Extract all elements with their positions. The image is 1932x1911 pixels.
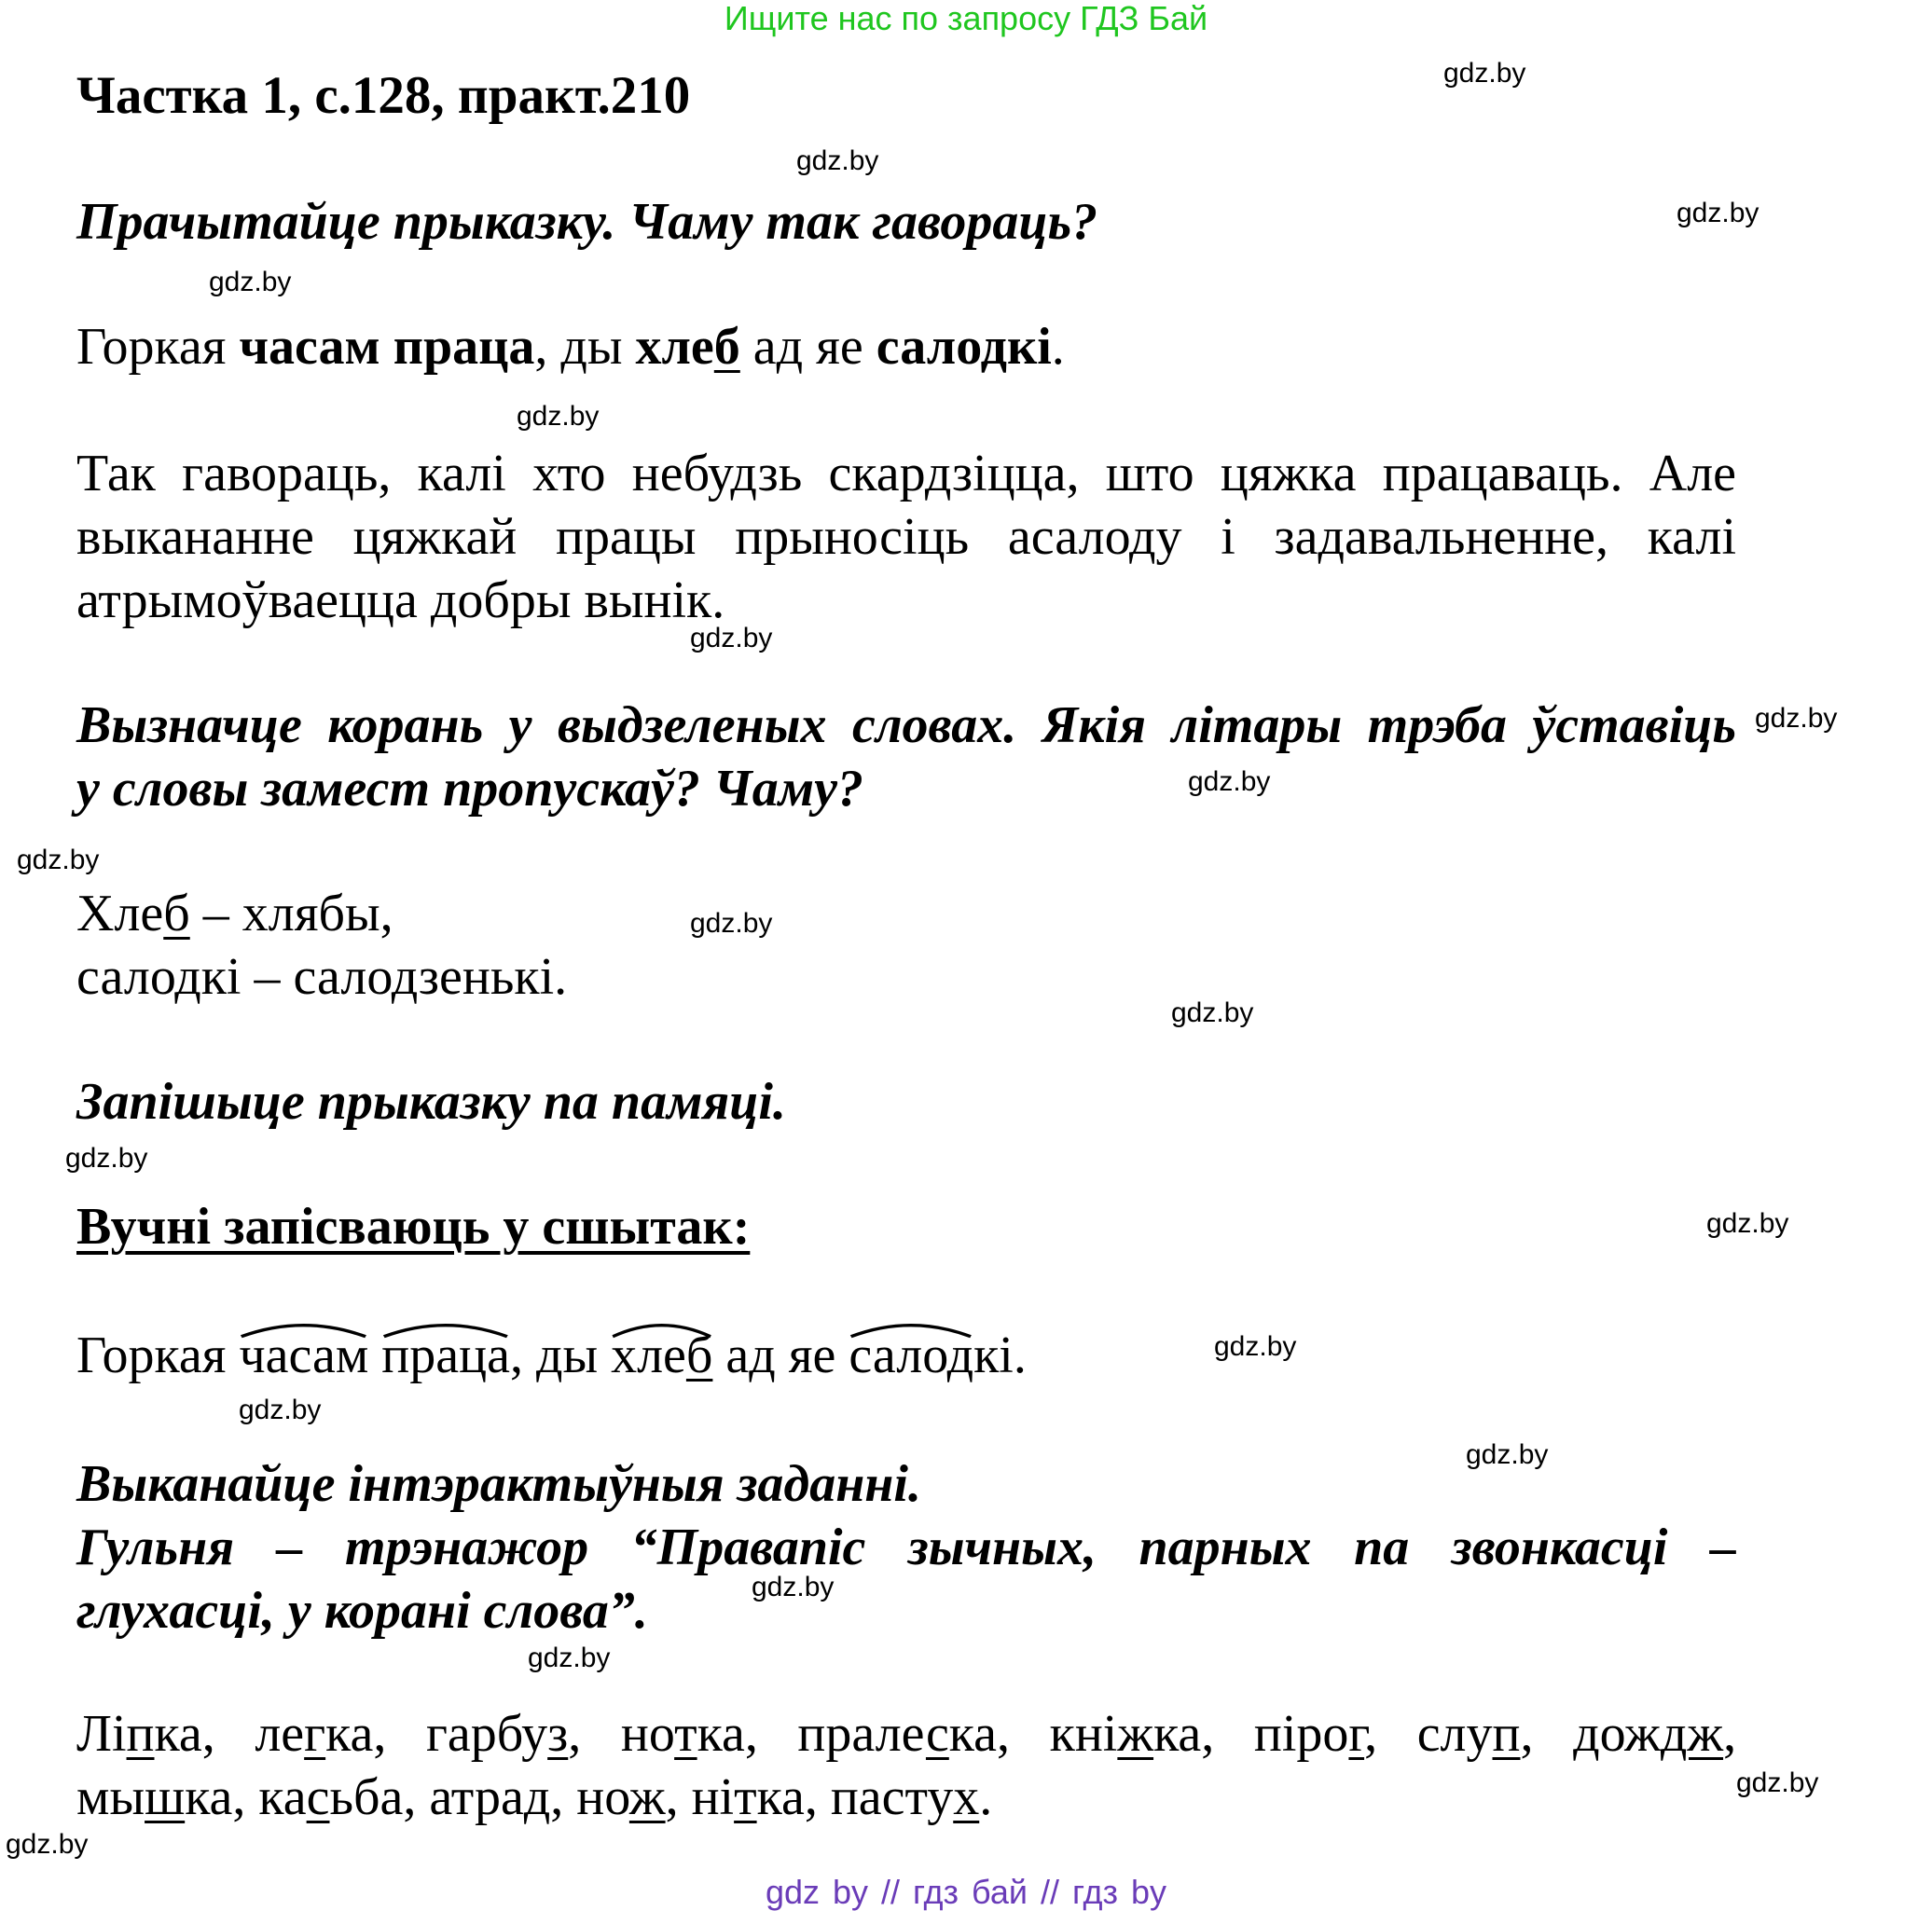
proverb-word: хле (611, 1327, 686, 1384)
word-punct: , (373, 1705, 426, 1763)
proverb-word: сало (876, 318, 981, 376)
root-line (76, 945, 1736, 1009)
proverb-word: Горкая (76, 318, 240, 376)
proverb-word: ад яе (739, 318, 876, 376)
explanation-paragraph (76, 442, 1736, 632)
proverb-word: праца (381, 1327, 510, 1384)
underlined-letter: б (713, 318, 740, 376)
word-item (621, 1705, 798, 1763)
word-part: атра (429, 1768, 524, 1826)
watermark: gdz.by (528, 1643, 611, 1673)
proverb-with-roots (76, 1324, 1736, 1387)
word-list (76, 1702, 1736, 1829)
root-text: – хлябы, (189, 885, 393, 942)
root-text: сало (76, 948, 175, 1006)
proverb-word: . (1051, 318, 1065, 376)
word-item (258, 1768, 429, 1826)
proverb-word: хле (635, 318, 714, 376)
proverb-bold-word (876, 318, 1052, 376)
word-part: но (620, 1705, 675, 1763)
watermark: gdz.by (1171, 997, 1254, 1028)
word-item (76, 1768, 258, 1826)
proverb-word: сало (849, 1327, 947, 1384)
underlined-letter: ш (145, 1768, 186, 1826)
underlined-letter: б (685, 1327, 713, 1384)
roots-block (76, 882, 1736, 1009)
task-line[interactable]: Гульня – трэнажор “Правапіс зычных, парных па звонкасці – (76, 1519, 1736, 1576)
proverb-bold-word (636, 318, 740, 376)
task-line[interactable]: глухасці, у корані слова”. (76, 1582, 648, 1640)
root-arc-icon (611, 1318, 712, 1339)
word-list-line (76, 1702, 1736, 1766)
watermark: gdz.by (239, 1395, 322, 1425)
word-part: слу (1416, 1705, 1493, 1763)
word-item (797, 1705, 1049, 1763)
word-punct: , (665, 1768, 692, 1826)
underlined-letter: д (980, 318, 1007, 376)
task-instruction-3: Запішыце прыказку па памяці. (76, 1073, 786, 1131)
page-title: Частка 1, с.128, практ.210 (76, 66, 691, 125)
root-arc-icon (381, 1318, 510, 1339)
proverb-line (76, 315, 1736, 378)
proverb-word: , ды (509, 1327, 612, 1384)
word-item (1573, 1705, 1736, 1763)
task-line[interactable]: Выканайце інтэрактыўныя заданні. (76, 1455, 921, 1513)
word-part: ка (258, 1768, 307, 1826)
word-punct: , (744, 1705, 798, 1763)
proverb-word: . (1013, 1327, 1027, 1384)
word-part: піро (1253, 1705, 1349, 1763)
top-banner[interactable]: Ищите нас по запросу ГДЗ Бай (724, 0, 1208, 37)
underlined-letter: д (946, 1327, 974, 1384)
proverb-word: часам (239, 1327, 369, 1384)
word-part: прале (797, 1705, 926, 1763)
root-text: Хле (76, 885, 164, 942)
underlined-letter: д (174, 948, 201, 1006)
underlined-letter: ж (1117, 1705, 1154, 1763)
word-list-line (76, 1766, 1736, 1829)
underlined-letter: п (1492, 1705, 1521, 1763)
bottom-banner[interactable]: gdz by // гдз бай // гдз by (765, 1873, 1167, 1911)
watermark: gdz.by (796, 145, 879, 176)
watermark: gdz.by (1214, 1331, 1297, 1362)
explanation-line: выкананне цяжкай працы прыносіць асалоду і задавальненне, калі (76, 508, 1736, 566)
word-item (1417, 1705, 1573, 1763)
underlined-letter: т (674, 1705, 697, 1763)
word-part: Лі (76, 1705, 127, 1763)
word-punct: , (232, 1768, 259, 1826)
word-part: ле (255, 1705, 305, 1763)
root-arc-icon (239, 1318, 368, 1339)
watermark: gdz.by (752, 1572, 835, 1602)
word-item (255, 1705, 426, 1763)
root-line (76, 882, 1736, 945)
underlined-letter: д (523, 1768, 551, 1826)
underlined-letter: п (126, 1705, 155, 1763)
word-punct: . (979, 1768, 993, 1826)
watermark: gdz.by (1677, 198, 1760, 228)
root-text: кі – салодзенькі. (200, 948, 568, 1006)
watermark: gdz.by (1736, 1767, 1819, 1798)
section-heading: Вучні запісваюць у сшытак: (76, 1198, 751, 1256)
underlined-letter: х (953, 1768, 980, 1826)
root-arc-icon (849, 1318, 973, 1339)
watermark: gdz.by (65, 1143, 148, 1174)
word-part: кні (1049, 1705, 1118, 1763)
word-punct: , (1201, 1705, 1254, 1763)
word-part: ні (691, 1768, 735, 1826)
watermark: gdz.by (1466, 1439, 1549, 1470)
watermark: gdz.by (17, 845, 100, 875)
word-item (1254, 1705, 1417, 1763)
watermark: gdz.by (517, 401, 600, 432)
word-item (76, 1705, 255, 1763)
word-punct: , (568, 1705, 621, 1763)
word-part: ка (154, 1705, 202, 1763)
word-punct: , (201, 1705, 255, 1763)
proverb-word: кі (1006, 318, 1052, 376)
word-part: дож (1573, 1705, 1661, 1763)
task-instruction-2 (76, 694, 1736, 820)
watermark: gdz.by (690, 623, 773, 653)
underlined-letter: б (163, 885, 190, 942)
word-item (426, 1705, 621, 1763)
word-part: ка (756, 1768, 805, 1826)
underlined-letter: г (304, 1705, 326, 1763)
watermark: gdz.by (1706, 1208, 1789, 1239)
word-part: ка (697, 1705, 745, 1763)
word-part: но (576, 1768, 629, 1826)
root-arc-word (611, 1324, 712, 1387)
underlined-letter: з (547, 1705, 569, 1763)
word-punct: , (550, 1768, 577, 1826)
word-part: пасту (830, 1768, 954, 1826)
word-punct: , (403, 1768, 430, 1826)
proverb-word: ад яе (712, 1327, 849, 1384)
task-line: у словы замест пропускаў? Чаму? (76, 760, 864, 818)
watermark: gdz.by (1755, 703, 1838, 734)
underlined-letter: дж (1660, 1705, 1724, 1763)
watermark: gdz.by (209, 267, 292, 297)
underlined-letter: г (1348, 1705, 1365, 1763)
word-punct: , (804, 1768, 831, 1826)
word-part: гарбу (425, 1705, 548, 1763)
word-punct: , (1364, 1705, 1417, 1763)
underlined-letter: с (925, 1705, 949, 1763)
word-punct: , (997, 1705, 1050, 1763)
watermark: gdz.by (1188, 766, 1271, 797)
proverb-word: кі (973, 1327, 1014, 1384)
watermark: gdz.by (690, 908, 773, 939)
root-arc-word (849, 1324, 973, 1387)
word-part: мы (76, 1768, 145, 1826)
word-punct: , (1723, 1705, 1737, 1763)
word-part: ка (185, 1768, 233, 1826)
proverb-bold-phrase: часам праца (239, 318, 535, 376)
task-line: Вызначце корань у выдзеленых словах. Якія літары трэба ўставіць (76, 696, 1736, 754)
word-item (831, 1768, 992, 1826)
underlined-letter: с (306, 1768, 330, 1826)
word-part: ка (325, 1705, 374, 1763)
proverb-word: , ды (534, 318, 636, 376)
proverb-word: Горкая (76, 1327, 240, 1384)
task-instruction-4 (76, 1452, 1736, 1643)
word-item (429, 1768, 576, 1826)
word-item (1050, 1705, 1254, 1763)
underlined-letter: ж (628, 1768, 666, 1826)
task-instruction-1: Прачытайце прыказку. Чаму так гавораць? (76, 193, 1098, 251)
root-arc-word (239, 1324, 368, 1387)
word-part: ка (948, 1705, 998, 1763)
proverb-word (368, 1327, 381, 1384)
explanation-line: атрымоўваецца добры вынік. (76, 571, 725, 629)
watermark: gdz.by (1443, 58, 1526, 89)
underlined-letter: т (734, 1768, 757, 1826)
word-item (576, 1768, 691, 1826)
word-part: ьба (329, 1768, 404, 1826)
root-arc-word (381, 1324, 510, 1387)
word-item (692, 1768, 831, 1826)
word-punct: , (1520, 1705, 1574, 1763)
word-part: ка (1153, 1705, 1202, 1763)
watermark: gdz.by (6, 1829, 89, 1860)
explanation-line: Так гавораць, калі хто небудзь скардзіцца, што цяжка працаваць. Але (76, 445, 1736, 502)
